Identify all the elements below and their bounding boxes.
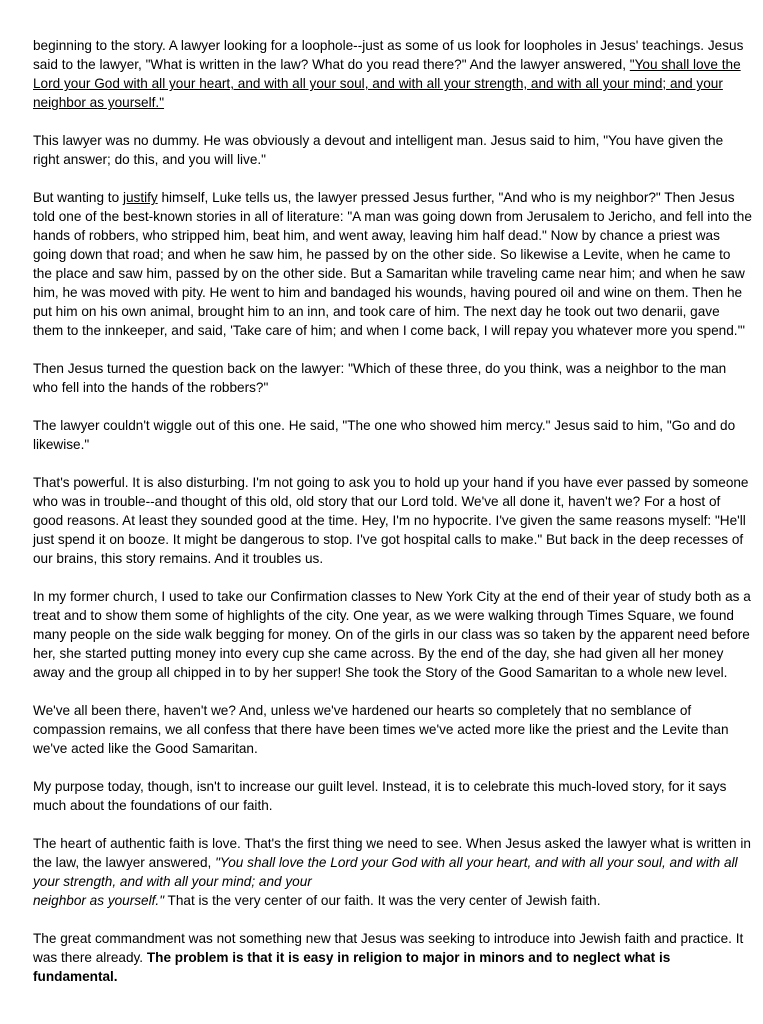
paragraph-11-bold-text: The problem is that it is easy in religion to major in minors and to neglect what is fundamental. [33, 950, 671, 984]
document-page [33, 36, 753, 1005]
commandment-quote-italic-end: neighbor as yourself." [33, 893, 165, 908]
paragraph-3 [33, 188, 753, 340]
paragraph-3-text-start: But wanting to [33, 190, 123, 205]
paragraph-5: The lawyer couldn't wiggle out of this one. He said, "The one who showed him mercy." Jesus said to him, "Go and do likewise." [33, 418, 736, 452]
paragraph-10-text-end: That is the very center of our faith. It was the very center of Jewish faith. [164, 893, 601, 908]
paragraph-11-text: The great commandment was not something new that Jesus was seeking to introduce into Jewish faith and practice. It was there already. [33, 931, 744, 965]
paragraph-9: My purpose today, though, isn't to increase our guilt level. Instead, it is to celebrate this much-loved story, for it says much about the foundations of our faith. [33, 779, 727, 813]
justify-word: justify [122, 190, 158, 205]
paragraph-2: This lawyer was no dummy. He was obviously a devout and intelligent man. Jesus said to him, "You have given the right answer; do this, and you will live." [33, 133, 724, 167]
paragraph-4: Then Jesus turned the question back on the lawyer: "Which of these three, do you think, was a neighbor to the man who fell into the hands of the robbers?" [33, 361, 727, 395]
paragraph-10 [33, 834, 753, 910]
paragraph-7: In my former church, I used to take our Confirmation classes to New York City at the end of their year of study both as a treat and to show them some of highlights of the city. One year, as we were walking through Times Square, we found many people on the side walk begging for money. On of the girls in our class was so taken by the apparent need before her, she started putting money into every cup she came across. By the end of the day, she had given all her money away and the group all chipped in to by her supper! She took the Story of the Good Samaritan to a whole new level. [33, 589, 751, 680]
paragraph-1-text: beginning to the story. A lawyer looking for a loophole--just as some of us look for loopholes in Jesus' teachings. Jesus said to the lawyer, "What is written in the law? What do you read there?" And the lawyer answered, [33, 38, 744, 72]
paragraph-6: That's powerful. It is also disturbing. I'm not going to ask you to hold up your hand if you have ever passed by someone who was in trouble--and thought of this old, old story that our Lord told. We've all done it, haven't we? For a host of good reasons. At least they sounded good at the time. Hey, I'm no hypocrite. I've given the same reasons myself: "He'll just spend it on booze. It might be dangerous to stop. I've got hospital calls to make." But back in the deep recesses of our brains, this story remains. And it troubles us. [33, 475, 749, 566]
paragraph-1 [33, 36, 753, 112]
paragraph-8: We've all been there, haven't we? And, unless we've hardened our hearts so completely that no semblance of compassion remains, we all confess that there have been times we've acted more like the priest and the Levite than we've acted like the Good Samaritan. [33, 703, 729, 756]
paragraph-3-text-rest: himself, Luke tells us, the lawyer pressed Jesus further, "And who is my neighbor?" Then Jesus told one of the best-known stories in all of literature: "A man was going down from Jerusalem to Jericho, and fell into the hands of robbers, who stripped him, beat him, and went away, leaving him half dead." Now by chance a priest was going down that road; and when he saw him, he passed by on the other side. So likewise a Levite, when he came to the place and saw him, passed by on the other side. But a Samaritan while traveling came near him; and when he saw him, he was moved with pity. He went to him and bandaged his wounds, having poured oil and wine on them. Then he put him on his own animal, brought him to an inn, and took care of him. The next day he took out two denarii, gave them to the innkeeper, and said, 'Take care of him; and when I come back, I will repay you whatever more you spend.'" [33, 190, 752, 338]
paragraph-11 [33, 929, 753, 986]
great-commandment-quote: "You shall love the Lord your God with all your heart, and with all your soul, and with all your strength, and with all your mind; and your neighbor as yourself." [33, 57, 741, 110]
commandment-quote-italic: "You shall love the Lord your God with all your heart, and with all your soul, and with all your strength, and with all your mind; and your [33, 855, 738, 889]
paragraph-10-text-start: The heart of authentic faith is love. That's the first thing we need to see. When Jesus asked the lawyer what is written in the law, the lawyer answered, [33, 836, 751, 870]
